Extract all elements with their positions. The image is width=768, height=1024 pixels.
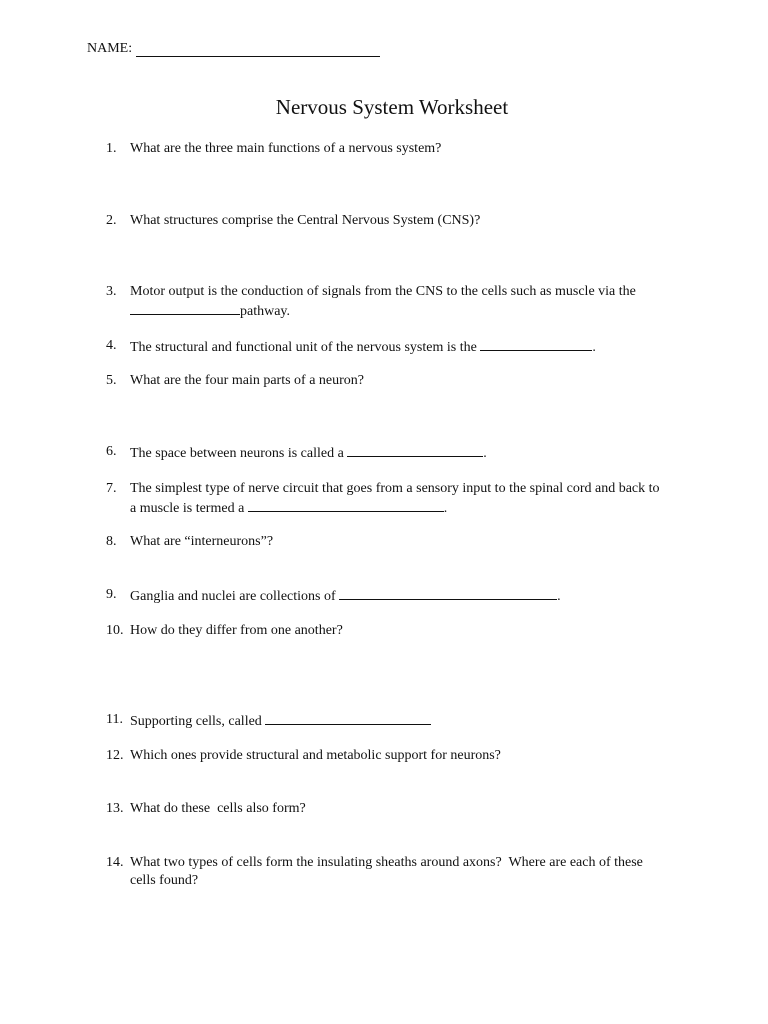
question-text-line-1: The simplest type of nerve circuit that goes from a sensory input to the spinal cord and back to [130,481,660,496]
name-label: NAME: [87,41,133,56]
question-text-line-1: Motor output is the conduction of signals from the CNS to the cells such as muscle via the [130,284,636,299]
question-text: What are the four main parts of a neuron? [130,373,365,388]
question-text-line-1: What two types of cells form the insulating sheaths around axons? Where are each of these [130,855,643,870]
question-number: 1. [106,141,117,156]
question-text [130,480,706,518]
question-number: 8. [106,534,117,549]
question-text [130,854,706,890]
answer-blank[interactable] [347,443,483,457]
answer-blank[interactable] [480,337,592,351]
question-text-before: The space between neurons is called a [130,446,344,461]
question-9 [106,586,706,606]
question-text: What structures comprise the Central Nervous System (CNS)? [130,213,481,228]
question-text-before: The structural and functional unit of the nervous system is the [130,340,477,355]
question-1 [106,140,706,158]
question-11 [106,711,706,731]
question-text-after: . [592,340,596,355]
question-number: 5. [106,373,117,388]
question-number: 4. [106,338,117,353]
question-text-after: . [483,446,487,461]
page-title: Nervous System Worksheet [275,95,509,119]
question-text [130,443,706,463]
question-number: 12. [106,748,124,763]
question-10 [106,622,706,640]
question-8 [106,533,706,551]
question-number: 6. [106,444,117,459]
answer-blank[interactable] [265,711,431,725]
answer-blank[interactable] [248,498,444,512]
question-text-before: Supporting cells, called [130,714,262,729]
question-3 [106,283,706,321]
question-14 [106,854,706,890]
question-text: Which ones provide structural and metabolic support for neurons? [130,748,501,763]
question-number: 13. [106,801,124,816]
question-text-after: pathway. [240,304,291,319]
question-text: What are the three main functions of a nervous system? [130,141,442,156]
question-7 [106,480,706,518]
question-number: 14. [106,855,124,870]
question-number: 11. [106,712,123,727]
answer-blank[interactable] [130,301,240,315]
question-2 [106,212,706,230]
question-number: 10. [106,623,124,638]
question-text-before: Ganglia and nuclei are collections of [130,589,336,604]
question-text-after: . [443,501,448,516]
name-field [87,41,380,57]
question-text [130,337,706,357]
question-5 [106,372,706,390]
question-text-line-2: cells found? [130,873,199,888]
answer-blank[interactable] [339,586,557,600]
question-12 [106,747,706,765]
question-text: What are “interneurons”? [130,534,274,549]
question-text: How do they differ from one another? [130,623,343,638]
question-4 [106,337,706,357]
question-text-before: a muscle is termed a [130,501,245,516]
question-text: What do these cells also form? [130,801,306,816]
question-6 [106,443,706,463]
name-blank-line[interactable] [136,42,380,57]
question-number: 3. [106,284,117,299]
question-text [130,586,706,606]
question-number: 9. [106,587,117,602]
question-number: 7. [106,481,117,496]
question-text-after: . [557,589,561,604]
question-number: 2. [106,213,117,228]
question-text [130,283,706,321]
question-13 [106,800,706,818]
question-text [130,711,706,731]
